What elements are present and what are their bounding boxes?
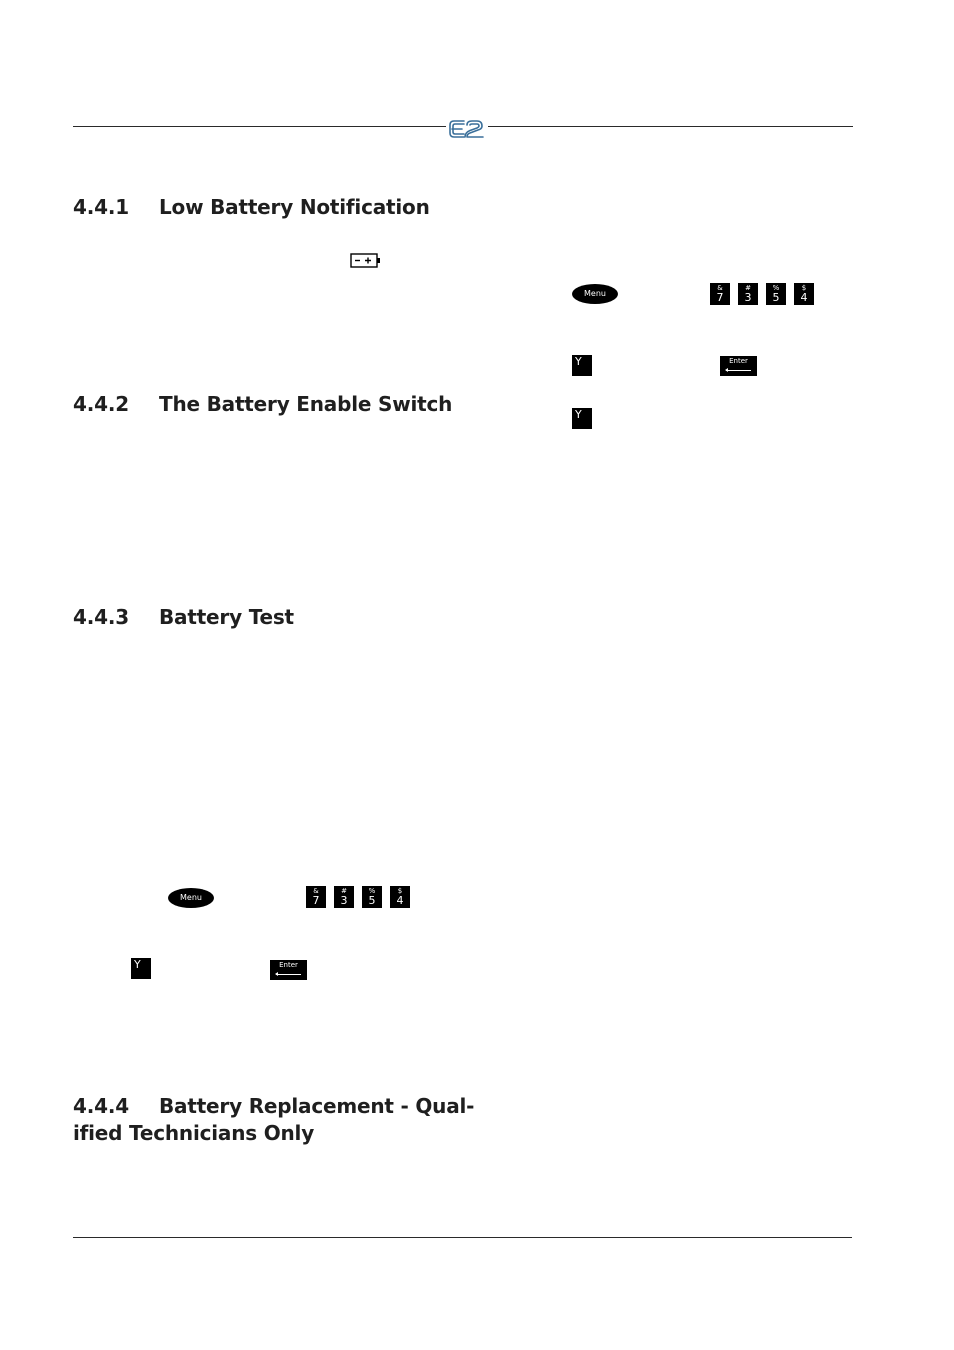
key-7-icon: & 7 bbox=[306, 886, 326, 908]
section-title-line2: ified Technicians Only bbox=[73, 1121, 315, 1145]
section-title: Low Battery Notification bbox=[159, 195, 430, 219]
section-number: 4.4.3 bbox=[73, 605, 129, 629]
y-key-icon: Y bbox=[572, 408, 592, 429]
key-7-icon: & 7 bbox=[710, 283, 730, 305]
key-5-icon: % 5 bbox=[766, 283, 786, 305]
section-heading-4-4-1 bbox=[73, 194, 430, 221]
menu-key-icon: Menu bbox=[572, 284, 618, 304]
key-3-icon: # 3 bbox=[334, 886, 354, 908]
y-key-icon: Y bbox=[131, 958, 151, 979]
enter-key-icon: Enter bbox=[720, 356, 757, 376]
section-heading-4-4-4 bbox=[73, 1093, 474, 1147]
footer-rule bbox=[73, 1237, 852, 1238]
key-4-icon: $ 4 bbox=[794, 283, 814, 305]
section-number: 4.4.4 bbox=[73, 1094, 129, 1118]
section-title: The Battery Enable Switch bbox=[159, 392, 453, 416]
enter-key-icon: Enter bbox=[270, 960, 307, 980]
key-5-icon: % 5 bbox=[362, 886, 382, 908]
section-title-line1: Battery Replacement - Qual- bbox=[159, 1094, 475, 1118]
section-heading-4-4-3 bbox=[73, 604, 294, 631]
battery-icon bbox=[350, 252, 381, 269]
section-number: 4.4.1 bbox=[73, 195, 129, 219]
section-heading-4-4-2 bbox=[73, 391, 452, 418]
menu-key-icon: Menu bbox=[168, 888, 214, 908]
key-3-icon: # 3 bbox=[738, 283, 758, 305]
e2-logo-icon bbox=[446, 117, 488, 141]
section-title: Battery Test bbox=[159, 605, 294, 629]
section-number: 4.4.2 bbox=[73, 392, 129, 416]
key-4-icon: $ 4 bbox=[390, 886, 410, 908]
y-key-icon: Y bbox=[572, 355, 592, 376]
